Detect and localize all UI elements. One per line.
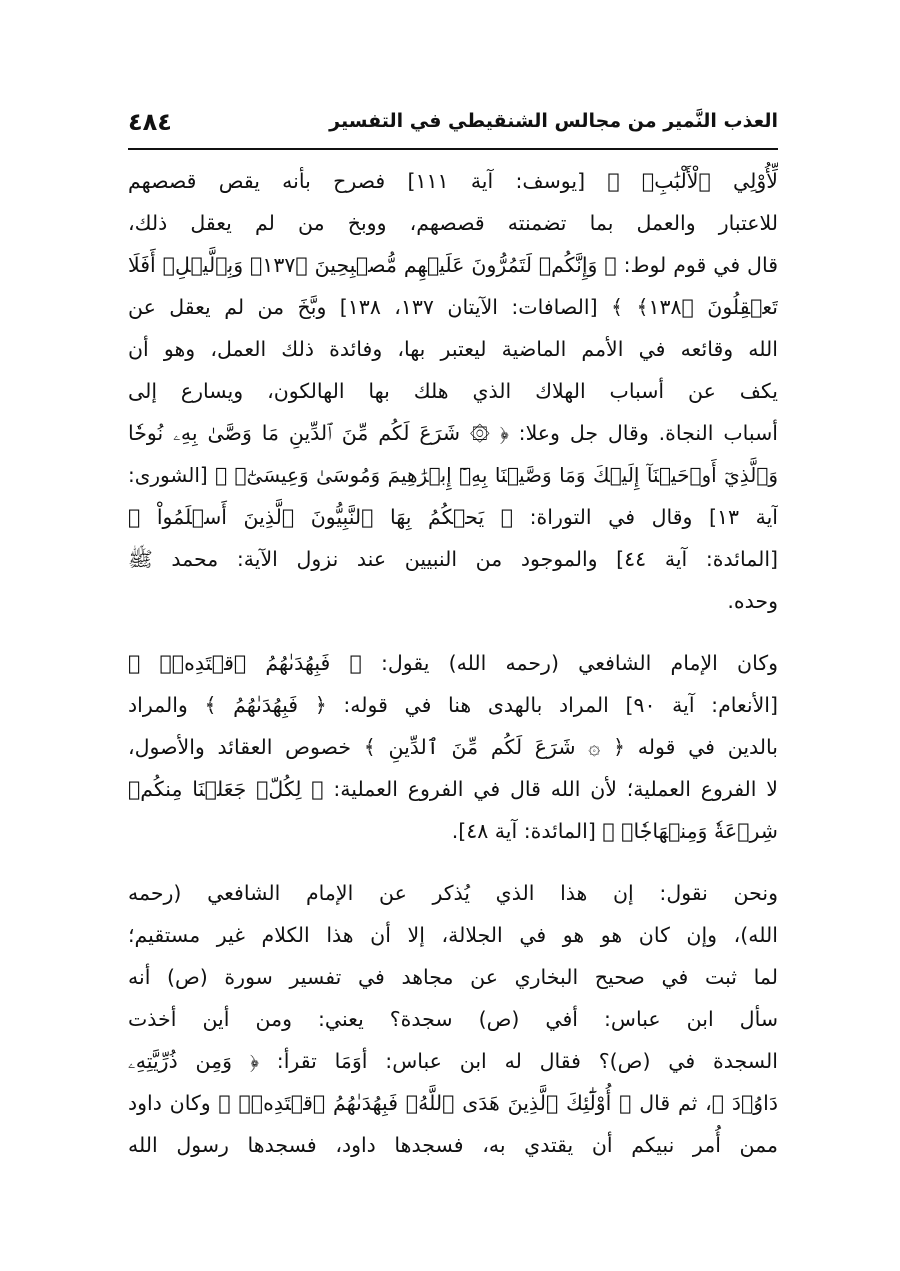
page-number: ٤٨٤ xyxy=(128,108,172,136)
text-line: بالدين في قوله ﴿ ۞ شَرَعَ لَكُم مِّنَ ٱلدِّينِ ﴾ خصوص العقائد والأصول، xyxy=(128,735,778,759)
text-line: [المائدة: آية ٤٤] والموجود من النبيين عند نزول الآية: محمد ﷺ xyxy=(128,547,778,571)
text-line: ممن أُمر نبيكم أن يقتدي به، فسجدها داود، فسجدها رسول الله xyxy=(128,1133,778,1157)
text-line: وحده. xyxy=(727,589,778,613)
text-line: آية ١٣] وقال في التوراة: ﴿ يَحۡكُمُ بِهَا ٱلنَّبِيُّونَ ٱلَّذِينَ أَسۡلَمُواْ ﴾ xyxy=(128,505,778,529)
text-line: [الأنعام: آية ٩٠] المراد بالهدى هنا في قوله: ﴿ فَبِهُدَىٰهُمُ ﴾ والمراد xyxy=(128,693,778,717)
running-title: العذب النَّمير من مجالس الشنقيطي في التفسير xyxy=(329,110,778,132)
paragraph xyxy=(128,160,778,622)
paragraph xyxy=(128,642,778,852)
text-line: لِّأُوْلِي ٱلْأَلْبَٰبِۗ ﴾ [يوسف: آية ١١١] فصرح بأنه يقص قصصهم xyxy=(128,169,778,193)
header-rule xyxy=(128,148,778,150)
paragraph-gap xyxy=(128,852,778,872)
text-line: السجدة في (ص)؟ فقال له ابن عباس: أوَمَا تقرأ: ﴿ وَمِن ذُرِّيَّتِهِۦ xyxy=(128,1049,778,1073)
text-line: شِرۡعَةٗ وَمِنۡهَاجٗاۚ ﴾ [المائدة: آية ٤٨]. xyxy=(451,819,778,843)
text-line: الله)، وإن كان هو هو في الجلالة، إلا أن هذا الكلام غير مستقيم؛ xyxy=(128,923,778,947)
text-line: لا الفروع العملية؛ لأن الله قال في الفروع العملية: ﴿ لِكُلّٖ جَعَلۡنَا مِنكُمۡ xyxy=(128,777,778,801)
text-line: وَٱلَّذِيٓ أَوۡحَيۡنَآ إِلَيۡكَ وَمَا وَصَّيۡنَا بِهِۦٓ إِبۡرَٰهِيمَ وَمُوسَىٰ وَعِيسَىٰٓۖ ﴾ [الشورى: xyxy=(128,463,778,487)
text-line: الله وقائعه في الأمم الماضية ليعتبر بها، وفائدة ذلك العمل، وهو أن xyxy=(128,337,778,361)
text-line: تَعۡقِلُونَ ﴿١٣٨﴾ ﴾ [الصافات: الآيتان ١٣٧، ١٣٨] وبَّخَ من لم يعقل عن xyxy=(128,295,778,319)
text-line: للاعتبار والعمل بما تضمنته قصصهم، ووبخ من لم يعقل ذلك، xyxy=(128,211,778,235)
text-line: دَاوُۥدَ ﴾، ثم قال ﴿ أُوْلَٰٓئِكَ ٱلَّذِينَ هَدَى ٱللَّهُۖ فَبِهُدَىٰهُمُ ٱقۡتَدِهۡۗ ﴾ وكان داود xyxy=(128,1091,778,1115)
text-line: سأل ابن عباس: أفي (ص) سجدة؟ يعني: ومن أين أخذت xyxy=(128,1007,778,1031)
text-line: يكف عن أسباب الهلاك الذي هلك بها الهالكون، ويسارع إلى xyxy=(128,379,778,403)
paragraph xyxy=(128,872,778,1166)
text-line: وكان الإمام الشافعي (رحمه الله) يقول: ﴿ فَبِهُدَىٰهُمُ ٱقۡتَدِهۡۗ ﴾ xyxy=(128,651,778,675)
paragraph-gap xyxy=(128,622,778,642)
text-line: ونحن نقول: إن هذا الذي يُذكر عن الإمام الشافعي (رحمه xyxy=(128,881,778,905)
text-line: أسباب النجاة. وقال جل وعلا: ﴿ ۞ شَرَعَ لَكُم مِّنَ ٱلدِّينِ مَا وَصَّىٰ بِهِۦ نُوحٗا xyxy=(128,421,778,445)
text-line: لما ثبت في صحيح البخاري عن مجاهد في تفسير سورة (ص) أنه xyxy=(128,965,778,989)
page-header xyxy=(128,108,778,142)
text-line: قال في قوم لوط: ﴿ وَإِنَّكُمۡ لَتَمُرُّونَ عَلَيۡهِم مُّصۡبِحِينَ ﴿١٣٧﴾ وَبِٱلَّيۡلِۚ أَفَلَا xyxy=(128,253,778,277)
body-text xyxy=(128,160,778,1166)
